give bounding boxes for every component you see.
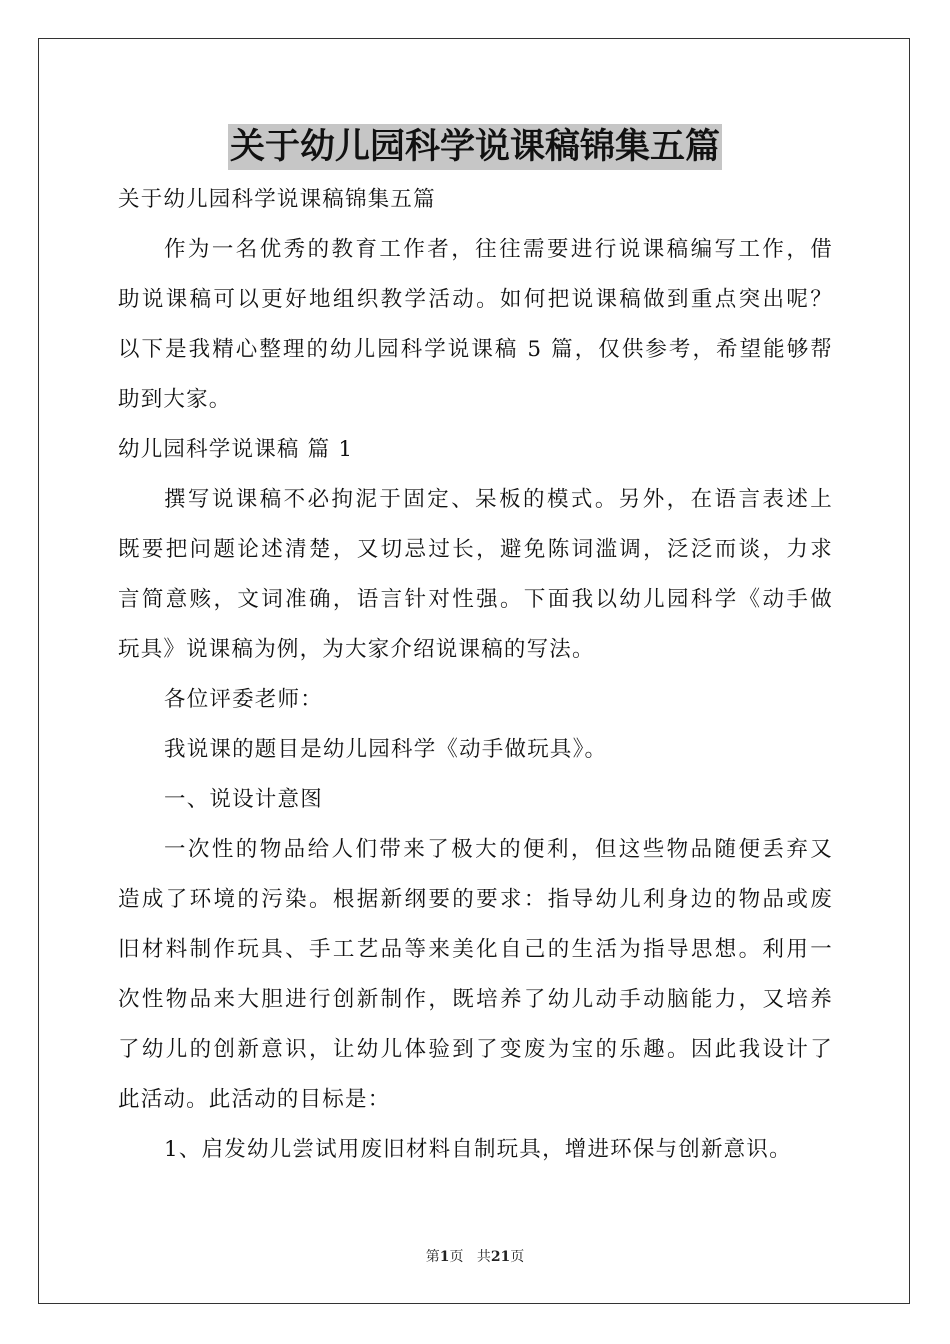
page-label-prefix: 第 xyxy=(425,1249,440,1265)
paragraph-line: 助到大家。 xyxy=(118,387,232,412)
subsection-heading: 一、说设计意图 xyxy=(164,787,323,812)
paragraph-line: 助说课稿可以更好地组织教学活动。如何把说课稿做到重点突出呢？ xyxy=(118,287,833,312)
objective-item: 1、启发幼儿尝试用废旧材料自制玩具，增进环保与创新意识。 xyxy=(164,1137,792,1162)
paragraph-line: 一次性的物品给人们带来了极大的便利，但这些物品随便丢弃又 xyxy=(164,837,833,862)
greeting-line: 各位评委老师： xyxy=(164,687,323,712)
total-label-prefix: 共 xyxy=(476,1249,491,1265)
document-title: 关于幼儿园科学说课稿锦集五篇 xyxy=(228,124,722,170)
paragraph-line: 玩具》说课稿为例，为大家介绍说课稿的写法。 xyxy=(118,637,595,662)
paragraph-line: 了幼儿的创新意识，让幼儿体验到了变废为宝的乐趣。因此我设计了 xyxy=(118,1037,833,1062)
paragraph-line: 旧材料制作玩具、手工艺品等来美化自己的生活为指导思想。利用一 xyxy=(118,937,833,962)
paragraph-line: 以下是我精心整理的幼儿园科学说课稿 5 篇，仅供参考，希望能够帮 xyxy=(118,337,833,362)
paragraph-line: 此活动。此活动的目标是： xyxy=(118,1087,391,1112)
total-label-suffix: 页 xyxy=(510,1249,525,1265)
page-footer xyxy=(0,1248,950,1266)
topic-line: 我说课的题目是幼儿园科学《动手做玩具》。 xyxy=(164,737,608,762)
paragraph-line: 作为一名优秀的教育工作者，往往需要进行说课稿编写工作，借 xyxy=(164,237,833,262)
paragraph-line: 次性物品来大胆进行创新制作，既培养了幼儿动手动脑能力，又培养 xyxy=(118,987,833,1012)
paragraph-line: 言简意赅，文词准确，语言针对性强。下面我以幼儿园科学《动手做 xyxy=(118,587,833,612)
section-heading: 幼儿园科学说课稿 篇 1 xyxy=(118,437,354,462)
paragraph-line: 既要把问题论述清楚，又切忌过长，避免陈词滥调，泛泛而谈，力求 xyxy=(118,537,833,562)
subtitle-line: 关于幼儿园科学说课稿锦集五篇 xyxy=(118,187,436,212)
page-number: 1 xyxy=(439,1249,450,1265)
paragraph-line: 撰写说课稿不必拘泥于固定、呆板的模式。另外，在语言表述上 xyxy=(164,487,833,512)
title-container xyxy=(0,124,950,170)
total-pages: 21 xyxy=(490,1249,511,1265)
page-label-suffix: 页 xyxy=(449,1249,464,1265)
paragraph-line: 造成了环境的污染。根据新纲要的要求：指导幼儿利身边的物品或废 xyxy=(118,887,833,912)
